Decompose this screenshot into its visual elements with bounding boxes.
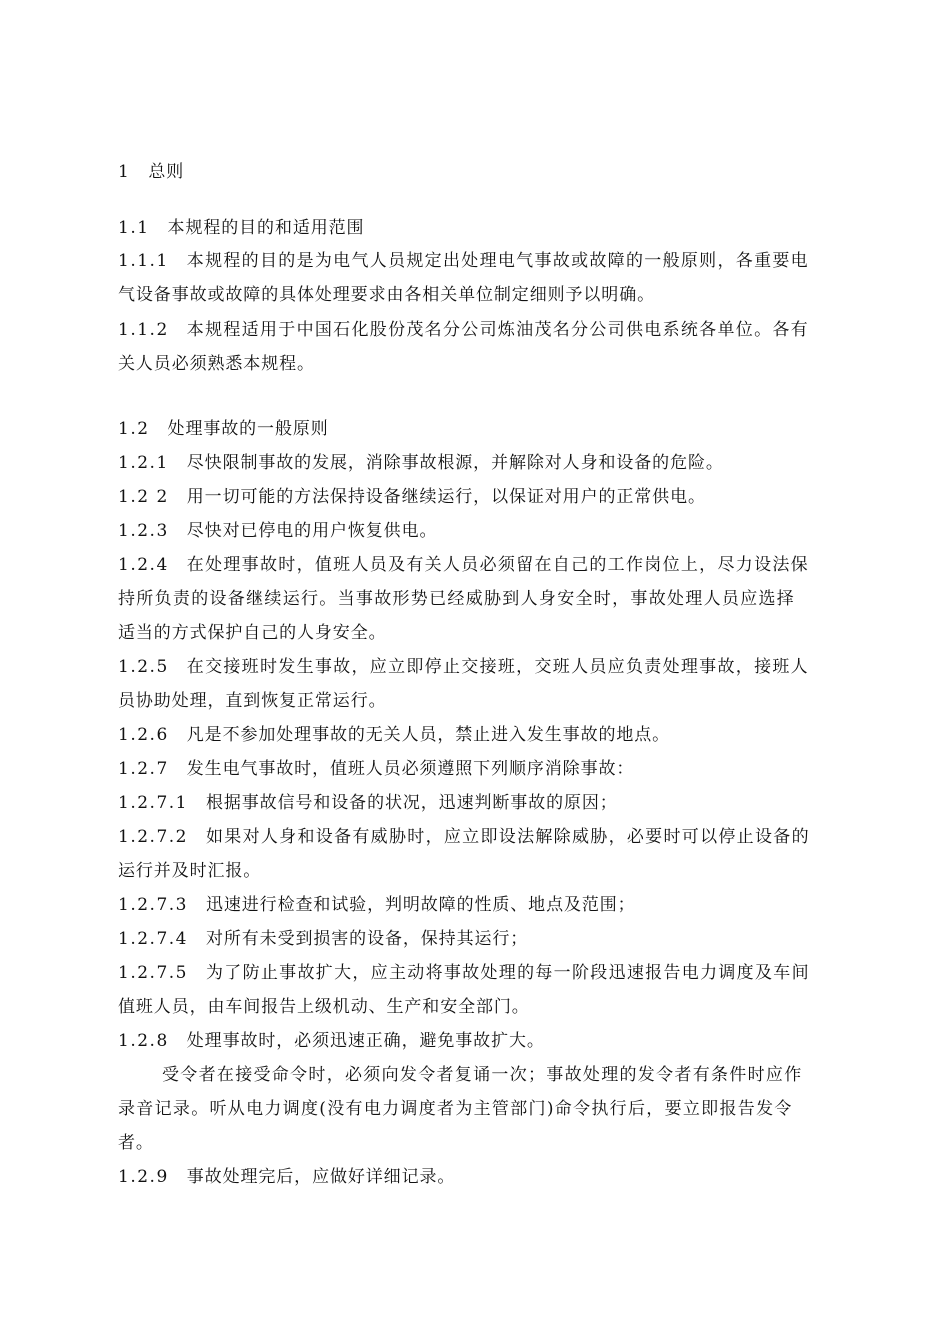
clause-1-2-5-cont: 员协助处理，直到恢复正常运行。 [118,691,387,711]
clause-1-2-7-4: 1.2.7.4 对所有未受到损害的设备，保持其运行； [118,929,529,949]
clause-1-2-7-1: 1.2.7.1 根据事故信号和设备的状况，迅速判断事故的原因； [118,793,618,813]
heading-1-1: 1.1 本规程的目的和适用范围 [118,218,365,238]
clause-1-2-7-2-cont: 运行并及时汇报。 [118,861,262,881]
clause-1-1-1-cont: 气设备事故或故障的具体处理要求由各相关单位制定细则予以明确。 [118,285,655,305]
clause-1-2-8: 1.2.8 处理事故时，必须迅速正确，避免事故扩大。 [118,1031,545,1051]
clause-1-1-2-cont: 关人员必须熟悉本规程。 [118,354,315,374]
paragraph-order-2: 录音记录。听从电力调度(没有电力调度者为主管部门)命令执行后，要立即报告发令 [118,1099,793,1119]
clause-1-2-6: 1.2.6 凡是不参加处理事故的无关人员，禁止进入发生事故的地点。 [118,725,671,745]
clause-1-2-7-2: 1.2.7.2 如果对人身和设备有威胁时，应立即设法解除威胁，必要时可以停止设备的 [118,827,810,847]
clause-1-2-4-cont2: 适当的方式保护自己的人身安全。 [118,623,387,643]
clause-1-2-2: 1.2 2 用一切可能的方法保持设备继续运行，以保证对用户的正常供电。 [118,487,706,507]
clause-1-2-7-3: 1.2.7.3 迅速进行检查和试验，判明故障的性质、地点及范围； [118,895,636,915]
paragraph-order-1: 受令者在接受命令时，必须向发令者复诵一次；事故处理的发令者有条件时应作 [162,1065,803,1085]
clause-1-2-1: 1.2.1 尽快限制事故的发展，消除事故根源，并解除对人身和设备的危险。 [118,453,724,473]
clause-1-2-7: 1.2.7 发生电气事故时，值班人员必须遵照下列顺序消除事故： [118,759,635,779]
clause-1-2-4: 1.2.4 在处理事故时，值班人员及有关人员必须留在自己的工作岗位上，尽力设法保 [118,555,809,575]
heading-1: 1 总则 [118,162,185,182]
paragraph-order-3: 者。 [118,1133,154,1153]
clause-1-2-4-cont1: 持所负责的设备继续运行。当事故形势已经威胁到人身安全时，事故处理人员应选择 [118,589,796,609]
clause-1-2-5: 1.2.5 在交接班时发生事故，应立即停止交接班，交班人员应负责处理事故，接班人 [118,657,809,677]
clause-1-2-7-5: 1.2.7.5 为了防止事故扩大，应主动将事故处理的每一阶段迅速报告电力调度及车间 [118,963,810,983]
clause-1-2-9: 1.2.9 事故处理完后，应做好详细记录。 [118,1167,456,1187]
clause-1-1-1: 1.1.1 本规程的目的是为电气人员规定出处理电气事故或故障的一般原则，各重要电 [118,251,809,271]
clause-1-2-7-5-cont: 值班人员，由车间报告上级机动、生产和安全部门。 [118,997,530,1017]
clause-1-1-2: 1.1.2 本规程适用于中国石化股份茂名分公司炼油茂名分公司供电系统各单位。各有 [118,320,809,340]
heading-1-2: 1.2 处理事故的一般原则 [118,419,329,439]
clause-1-2-3: 1.2.3 尽快对已停电的用户恢复供电。 [118,521,438,541]
